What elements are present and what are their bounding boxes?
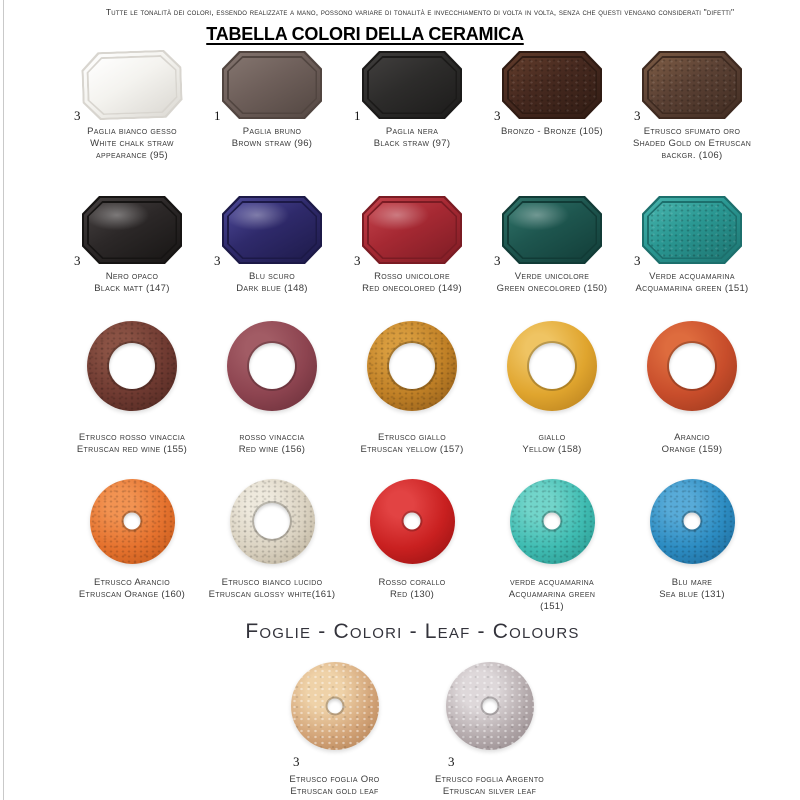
ceramic-disc-swatch	[650, 479, 735, 564]
swatch-160	[62, 477, 202, 613]
ceramic-octagon-swatch	[502, 51, 602, 119]
swatch-105	[482, 50, 622, 162]
swatch-foglia-oro	[257, 660, 412, 798]
swatch-label: Rosso corallo Red (130)	[378, 577, 446, 601]
quantity-label: 3	[214, 253, 221, 268]
row-discs	[62, 477, 762, 613]
ceramic-octagon-swatch	[642, 51, 742, 119]
swatch-label: Arancio Orange (159)	[661, 432, 723, 456]
swatch-130	[342, 477, 482, 613]
ring-hole	[389, 343, 435, 389]
row-rings	[62, 318, 762, 456]
swatch-label: Rosso unicolore Red onecolored (149)	[362, 271, 462, 295]
disc-hole	[404, 513, 421, 530]
ceramic-ring-swatch	[87, 321, 177, 411]
swatch-161	[202, 477, 342, 613]
swatch-label: Etrusco giallo Etruscan yellow (157)	[360, 432, 464, 456]
swatch-label: Etrusco Arancio Etruscan Orange (160)	[78, 577, 186, 601]
swatch-131	[622, 477, 762, 613]
disc-hole	[544, 513, 561, 530]
ceramic-disc-swatch	[370, 479, 455, 564]
swatch-159	[622, 318, 762, 456]
swatch-label: Bronzo - Bronze (105)	[500, 126, 603, 137]
swatch-label: Paglia nera Black straw (97)	[373, 126, 451, 150]
ceramic-disc-swatch	[510, 479, 595, 564]
disc-hole	[327, 699, 342, 714]
swatch-label: rosso vinaccia Red wine (156)	[238, 432, 306, 456]
ceramic-ring-swatch	[227, 321, 317, 411]
ceramic-octagon-swatch	[362, 51, 462, 119]
disc-hole	[254, 503, 290, 539]
ceramic-ring-swatch	[647, 321, 737, 411]
swatch-148	[202, 195, 342, 295]
swatch-label: Blu scuro Dark blue (148)	[236, 271, 308, 295]
swatch-156	[202, 318, 342, 456]
swatch-95	[62, 50, 202, 162]
swatch-label: Blu mare Sea blue (131)	[659, 577, 725, 601]
swatch-label: giallo Yellow (158)	[522, 432, 582, 456]
swatch-150	[482, 195, 622, 295]
ring-hole	[669, 343, 715, 389]
quantity-label: 3	[494, 108, 501, 123]
swatch-149	[342, 195, 482, 295]
row-glossy-unicolor	[62, 195, 762, 295]
row-leaf-colours	[257, 660, 567, 798]
quantity-label: 1	[214, 108, 221, 123]
swatch-147	[62, 195, 202, 295]
swatch-label: verde acquamarina Acquamarina green (151)	[508, 577, 596, 613]
quantity-label: 1	[354, 108, 361, 123]
disc-hole	[684, 513, 701, 530]
quantity-label: 3	[448, 754, 455, 769]
swatch-157	[342, 318, 482, 456]
swatch-label: Paglia bianco gesso White chalk straw appearance (95)	[87, 126, 177, 162]
quantity-label: 3	[494, 253, 501, 268]
ceramic-disc-swatch	[230, 479, 315, 564]
swatch-label: Etrusco bianco lucido Etruscan glossy white(161)	[208, 577, 336, 601]
swatch-151	[622, 195, 762, 295]
ceramic-octagon-swatch	[362, 196, 462, 264]
ceramic-octagon-swatch	[82, 196, 182, 264]
swatch-label: Etrusco foglia Oro Etruscan gold leaf	[289, 774, 380, 798]
swatch-label: Etrusco foglia Argento Etruscan silver leaf	[434, 774, 545, 798]
swatch-label: Verde acquamarina Acquamarina green (151)	[635, 271, 749, 295]
swatch-158	[482, 318, 622, 456]
leaf-section-title: Foglie - Colori - Leaf - Colours	[245, 620, 580, 643]
quantity-label: 3	[634, 253, 641, 268]
disc-hole	[124, 513, 141, 530]
swatch-155	[62, 318, 202, 456]
swatch-106	[622, 50, 762, 162]
silver-leaf-disc-swatch	[446, 662, 534, 750]
ceramic-octagon-swatch	[81, 49, 183, 120]
ceramic-octagon-swatch	[222, 196, 322, 264]
quantity-label: 3	[293, 754, 300, 769]
ceramic-ring-swatch	[367, 321, 457, 411]
swatch-151-disc	[482, 477, 622, 613]
page-title: TABELLA COLORI DELLA CERAMICA	[206, 24, 524, 44]
swatch-97	[342, 50, 482, 162]
quantity-label: 3	[354, 253, 361, 268]
gold-leaf-disc-swatch	[291, 662, 379, 750]
quantity-label: 3	[634, 108, 641, 123]
ring-hole	[249, 343, 295, 389]
swatch-label: Nero opaco Black matt (147)	[94, 271, 170, 295]
ceramic-octagon-swatch	[502, 196, 602, 264]
quantity-label: 3	[74, 108, 81, 123]
ring-hole	[529, 343, 575, 389]
page-left-border	[3, 0, 4, 800]
swatch-label: Etrusco rosso vinaccia Etruscan red wine (155)	[76, 432, 188, 456]
swatch-foglia-argento	[412, 660, 567, 798]
swatch-96	[202, 50, 342, 162]
ceramic-ring-swatch	[507, 321, 597, 411]
swatch-label: Verde unicolore Green onecolored (150)	[496, 271, 608, 295]
ceramic-octagon-swatch	[222, 51, 322, 119]
disclaimer-text: Tutte le tonalità dei colori, essendo realizzate a mano, possono variare di tonalità e invecchiamento di volta in volta, senza che questi vengano considerati "difetti"	[105, 7, 735, 17]
disc-hole	[482, 699, 497, 714]
swatch-label: Paglia bruno Brown straw (96)	[231, 126, 313, 150]
row-straw-bronze	[62, 50, 762, 162]
ring-hole	[109, 343, 155, 389]
quantity-label: 3	[74, 253, 81, 268]
swatch-label: Etrusco sfumato oro Shaded Gold on Etruscan backgr. (106)	[632, 126, 752, 162]
ceramic-disc-swatch	[90, 479, 175, 564]
ceramic-octagon-swatch	[642, 196, 742, 264]
